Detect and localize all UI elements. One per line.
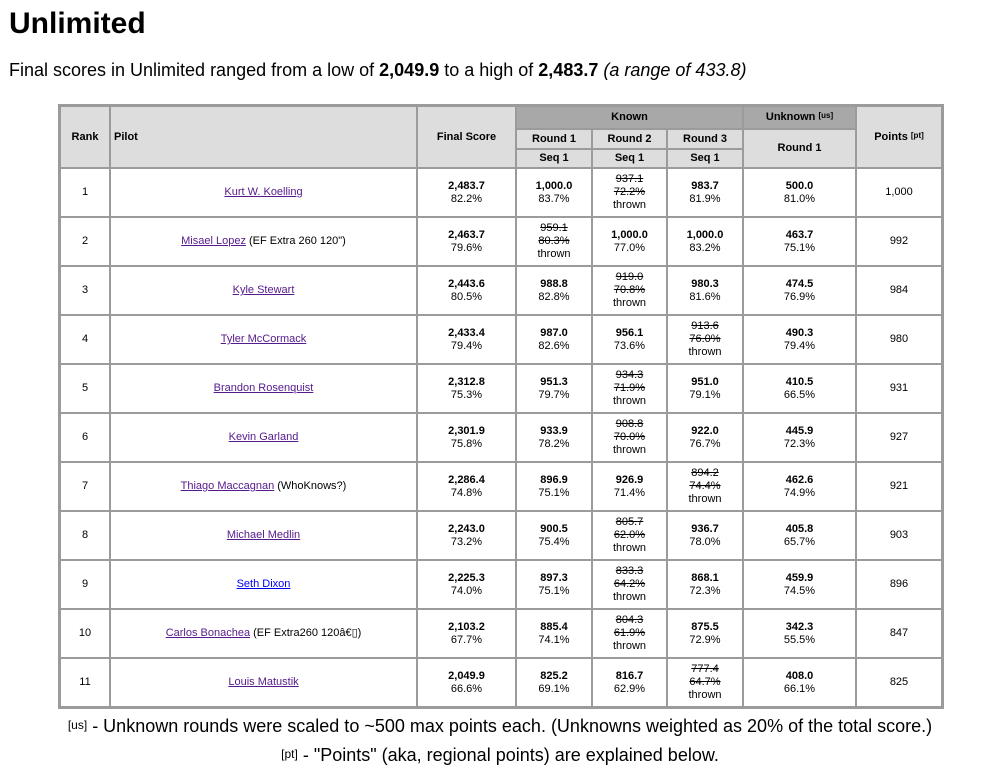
unknown-round-1-cell	[743, 511, 856, 560]
table-row	[60, 609, 942, 658]
header-known: Known	[516, 106, 743, 129]
pilot-cell	[110, 364, 417, 413]
score-range-summary	[9, 59, 746, 81]
final-score-percent: 79.6%	[450, 241, 483, 254]
known-round-2-cell	[592, 658, 667, 707]
round-percent: 82.6%	[538, 339, 570, 352]
round-percent: 75.1%	[538, 584, 570, 597]
round-percent: 77.0%	[613, 241, 646, 254]
round-score: 933.9	[540, 424, 568, 437]
final-score: 2,243.0	[448, 522, 485, 535]
final-score-cell	[417, 266, 516, 315]
round-percent: 78.2%	[538, 437, 570, 450]
known-round-1-cell	[516, 266, 592, 315]
thrown-label: thrown	[688, 689, 722, 701]
pilot-cell	[110, 217, 417, 266]
known-round-3-cell	[667, 560, 743, 609]
round-percent: 83.7%	[538, 192, 570, 205]
known-round-2-cell	[592, 315, 667, 364]
footnote-pt-text: - "Points" (aka, regional points) are explained below.	[297, 745, 719, 765]
round-percent: 75.4%	[538, 535, 570, 548]
final-score-cell	[417, 560, 516, 609]
round-score: 988.8	[540, 277, 568, 290]
known-round-3-cell	[667, 315, 743, 364]
pilot-cell	[110, 168, 417, 217]
score-range: (a range of 433.8)	[603, 60, 747, 80]
known-round-3-cell	[667, 511, 743, 560]
round-percent: 76.0%	[689, 333, 721, 345]
round-percent: 79.1%	[689, 388, 721, 401]
round-percent: 66.5%	[783, 388, 816, 401]
unknown-round-1-cell	[743, 560, 856, 609]
final-score: 2,301.9	[448, 424, 485, 437]
known-round-2-cell	[592, 364, 667, 413]
final-score-percent: 79.4%	[450, 339, 483, 352]
page-title: Unlimited	[9, 7, 146, 40]
round-percent: 76.9%	[783, 290, 816, 303]
round-score: 1,000.0	[686, 228, 724, 241]
known-round-1-cell	[516, 560, 592, 609]
final-score-percent: 75.8%	[450, 437, 483, 450]
known-round-3-cell	[667, 462, 743, 511]
pilot-aircraft-note: (EF Extra260 120â€▯)	[250, 627, 362, 639]
unknown-round-1-cell	[743, 217, 856, 266]
round-score: 983.7	[691, 179, 719, 192]
known-round-3-cell	[667, 266, 743, 315]
round-score: 500.0	[785, 179, 814, 192]
round-percent: 65.7%	[783, 535, 816, 548]
known-round-1-cell	[516, 609, 592, 658]
known-round-1-cell	[516, 658, 592, 707]
known-round-1-cell	[516, 511, 592, 560]
points-cell: 931	[856, 364, 942, 413]
round-score: 408.0	[785, 669, 814, 682]
known-round-1-cell	[516, 364, 592, 413]
known-round-2-cell	[592, 511, 667, 560]
final-score: 2,483.7	[448, 179, 485, 192]
final-score: 2,443.6	[448, 277, 485, 290]
pilot-link[interactable]: Carlos Bonachea	[165, 627, 251, 639]
final-score-cell	[417, 462, 516, 511]
pilot-cell	[110, 658, 417, 707]
pilot-link[interactable]: Seth Dixon	[236, 578, 291, 590]
round-percent: 76.7%	[689, 437, 721, 450]
final-score: 2,312.8	[448, 375, 485, 388]
points-cell: 1,000	[856, 168, 942, 217]
known-round-3-cell	[667, 364, 743, 413]
round-percent: 81.9%	[689, 192, 721, 205]
round-percent: 62.0%	[613, 529, 646, 541]
known-round-3-cell	[667, 609, 743, 658]
round-percent: 75.1%	[538, 486, 570, 499]
table-row	[60, 315, 942, 364]
round-score: 980.3	[691, 277, 719, 290]
table-row	[60, 560, 942, 609]
round-percent: 75.1%	[783, 241, 816, 254]
final-score-cell	[417, 315, 516, 364]
header-seq-1: Seq 1	[516, 149, 592, 168]
round-percent: 78.0%	[689, 535, 721, 548]
unknown-round-1-cell	[743, 266, 856, 315]
rank-cell: 8	[60, 511, 110, 560]
final-score-cell	[417, 364, 516, 413]
round-percent: 80.3%	[538, 235, 570, 247]
known-round-2-cell	[592, 217, 667, 266]
round-score: 937.1	[615, 173, 644, 185]
thrown-label: thrown	[612, 297, 647, 309]
round-score: 987.0	[540, 326, 568, 339]
round-percent: 70.8%	[613, 284, 646, 296]
known-round-3-cell	[667, 413, 743, 462]
pilot-link[interactable]: Brandon Rosenquist	[213, 382, 314, 394]
thrown-label: thrown	[537, 248, 571, 260]
known-round-3-cell	[667, 217, 743, 266]
high-score: 2,483.7	[538, 60, 599, 80]
pilot-cell	[110, 560, 417, 609]
header-points	[856, 106, 942, 168]
header-known-round-1: Round 1	[516, 129, 592, 149]
round-score: 474.5	[785, 277, 814, 290]
final-score-percent: 74.0%	[450, 584, 483, 597]
known-round-1-cell	[516, 168, 592, 217]
round-score: 875.5	[691, 620, 719, 633]
round-score: 959.1	[540, 222, 568, 234]
thrown-label: thrown	[612, 199, 647, 211]
thrown-label: thrown	[612, 542, 647, 554]
table-row	[60, 413, 942, 462]
round-percent: 74.5%	[783, 584, 816, 597]
final-score: 2,103.2	[448, 620, 485, 633]
round-percent: 64.7%	[689, 676, 721, 688]
pilot-link[interactable]: Michael Medlin	[226, 529, 301, 541]
final-score-cell	[417, 609, 516, 658]
header-final-score: Final Score	[417, 106, 516, 168]
footnote-pt-marker: [pt]	[281, 747, 298, 761]
round-percent: 70.0%	[613, 431, 646, 443]
header-rank: Rank	[60, 106, 110, 168]
round-percent: 83.2%	[689, 241, 721, 254]
known-round-1-cell	[516, 315, 592, 364]
round-percent: 66.1%	[783, 682, 816, 695]
rank-cell: 1	[60, 168, 110, 217]
header-unknown	[743, 106, 856, 129]
header-unknown-round-1: Round 1	[743, 129, 856, 168]
round-score: 805.7	[615, 516, 644, 528]
round-score: 825.2	[540, 669, 568, 682]
round-score: 926.9	[615, 473, 644, 486]
known-round-2-cell	[592, 266, 667, 315]
round-score: 462.6	[785, 473, 814, 486]
round-percent: 72.3%	[689, 584, 721, 597]
round-score: 459.9	[785, 571, 814, 584]
round-score: 885.4	[540, 620, 568, 633]
footnotes	[0, 712, 1000, 770]
header-known-round-3: Round 3	[667, 129, 743, 149]
round-score: 342.3	[785, 620, 814, 633]
round-score: 463.7	[785, 228, 814, 241]
rank-cell: 2	[60, 217, 110, 266]
round-score: 913.6	[691, 320, 719, 332]
final-score-cell	[417, 658, 516, 707]
pilot-link[interactable]: Kurt W. Koelling	[224, 186, 303, 198]
rank-cell: 7	[60, 462, 110, 511]
known-round-1-cell	[516, 413, 592, 462]
round-score: 896.9	[540, 473, 568, 486]
points-cell: 992	[856, 217, 942, 266]
rank-cell: 9	[60, 560, 110, 609]
points-cell: 896	[856, 560, 942, 609]
pilot-cell	[110, 266, 417, 315]
pilot-link[interactable]: Tyler McCormack	[220, 333, 307, 345]
final-score-cell	[417, 511, 516, 560]
known-round-2-cell	[592, 609, 667, 658]
table-row	[60, 658, 942, 707]
round-score: 1,000.0	[611, 228, 648, 241]
round-score: 777.4	[691, 663, 719, 675]
low-score: 2,049.9	[379, 60, 440, 80]
round-score: 919.0	[615, 271, 644, 283]
header-points-label: Points	[874, 130, 908, 143]
table-row	[60, 364, 942, 413]
header-seq-1: Seq 1	[667, 149, 743, 168]
results-table	[58, 104, 944, 709]
table-row	[60, 217, 942, 266]
round-score: 956.1	[615, 326, 644, 339]
header-pilot: Pilot	[110, 106, 417, 168]
rank-cell: 4	[60, 315, 110, 364]
pilot-cell	[110, 511, 417, 560]
round-score: 908.8	[615, 418, 644, 430]
unknown-round-1-cell	[743, 364, 856, 413]
pilot-cell	[110, 413, 417, 462]
points-cell: 847	[856, 609, 942, 658]
round-score: 1,000.0	[535, 179, 573, 192]
known-round-1-cell	[516, 217, 592, 266]
round-percent: 81.6%	[689, 290, 721, 303]
final-score-percent: 82.2%	[450, 192, 483, 205]
table-row	[60, 168, 942, 217]
summary-prefix: Final scores in Unlimited ranged from a low of	[9, 60, 380, 80]
points-cell: 921	[856, 462, 942, 511]
thrown-label: thrown	[612, 591, 647, 603]
final-score-cell	[417, 413, 516, 462]
table-row	[60, 462, 942, 511]
final-score: 2,433.4	[448, 326, 485, 339]
header-seq-1: Seq 1	[592, 149, 667, 168]
pilot-aircraft-note: (WhoKnows?)	[274, 480, 347, 492]
known-round-2-cell	[592, 462, 667, 511]
rank-cell: 10	[60, 609, 110, 658]
pilot-cell	[110, 462, 417, 511]
known-round-2-cell	[592, 168, 667, 217]
round-percent: 79.7%	[538, 388, 570, 401]
final-score-percent: 66.6%	[450, 682, 483, 695]
round-score: 816.7	[615, 669, 644, 682]
pilot-cell	[110, 315, 417, 364]
rank-cell: 11	[60, 658, 110, 707]
round-score: 951.0	[691, 375, 719, 388]
round-percent: 69.1%	[538, 682, 570, 695]
footnote-pt	[0, 741, 1000, 770]
round-score: 897.3	[540, 571, 568, 584]
final-score-cell	[417, 168, 516, 217]
known-round-2-cell	[592, 560, 667, 609]
thrown-label: thrown	[612, 444, 647, 456]
table-row	[60, 266, 942, 315]
final-score-percent: 80.5%	[450, 290, 483, 303]
round-percent: 73.6%	[613, 339, 646, 352]
round-percent: 74.1%	[538, 633, 570, 646]
round-percent: 71.4%	[613, 486, 646, 499]
rank-cell: 3	[60, 266, 110, 315]
pilot-aircraft-note: (EF Extra 260 120")	[245, 235, 346, 247]
footnote-ref-pt[interactable]: [pt]	[910, 130, 924, 140]
rank-cell: 5	[60, 364, 110, 413]
thrown-label: thrown	[612, 395, 647, 407]
round-score: 804.3	[615, 614, 644, 626]
unknown-round-1-cell	[743, 168, 856, 217]
round-percent: 82.8%	[538, 290, 570, 303]
summary-middle: to a high of	[439, 60, 539, 80]
round-score: 900.5	[540, 522, 568, 535]
unknown-round-1-cell	[743, 413, 856, 462]
unknown-round-1-cell	[743, 609, 856, 658]
round-percent: 64.2%	[613, 578, 646, 590]
points-cell: 984	[856, 266, 942, 315]
round-score: 490.3	[785, 326, 814, 339]
known-round-3-cell	[667, 168, 743, 217]
footnote-ref-us[interactable]: [us]	[818, 111, 834, 120]
table-row	[60, 511, 942, 560]
pilot-cell	[110, 609, 417, 658]
round-percent: 72.3%	[783, 437, 816, 450]
round-score: 894.2	[691, 467, 719, 479]
points-cell: 980	[856, 315, 942, 364]
rank-cell: 6	[60, 413, 110, 462]
final-score: 2,049.9	[448, 669, 485, 682]
points-cell: 927	[856, 413, 942, 462]
round-percent: 81.0%	[783, 192, 816, 205]
thrown-label: thrown	[612, 640, 647, 652]
known-round-2-cell	[592, 413, 667, 462]
round-percent: 79.4%	[783, 339, 816, 352]
footnote-us-marker: [us]	[67, 718, 88, 732]
unknown-round-1-cell	[743, 315, 856, 364]
round-score: 951.3	[540, 375, 568, 388]
round-score: 410.5	[785, 375, 814, 388]
round-percent: 74.9%	[783, 486, 816, 499]
round-percent: 72.2%	[613, 186, 646, 198]
round-percent: 55.5%	[783, 633, 816, 646]
final-score-cell	[417, 217, 516, 266]
header-unknown-label: Unknown	[765, 111, 816, 123]
thrown-label: thrown	[688, 493, 722, 505]
thrown-label: thrown	[688, 346, 722, 358]
round-score: 922.0	[691, 424, 719, 437]
footnote-us-text: - Unknown rounds were scaled to ~500 max points each. (Unknowns weighted as 20% of the total score.)	[87, 716, 933, 736]
header-known-round-2: Round 2	[592, 129, 667, 149]
final-score: 2,286.4	[448, 473, 485, 486]
pilot-link[interactable]: Thiago Maccagnan	[180, 480, 275, 492]
round-percent: 72.9%	[689, 633, 721, 646]
footnote-us	[0, 712, 1000, 741]
round-percent: 62.9%	[613, 682, 646, 695]
final-score-percent: 75.3%	[450, 388, 483, 401]
pilot-link[interactable]: Louis Matustik	[228, 676, 299, 688]
round-score: 868.1	[691, 571, 719, 584]
pilot-link[interactable]: Kevin Garland	[228, 431, 299, 443]
final-score-percent: 74.8%	[450, 486, 483, 499]
final-score: 2,225.3	[448, 571, 485, 584]
round-score: 936.7	[691, 522, 719, 535]
unknown-round-1-cell	[743, 462, 856, 511]
final-score-percent: 73.2%	[450, 535, 483, 548]
table-body	[60, 168, 942, 707]
round-percent: 61.9%	[613, 627, 646, 639]
round-score: 833.3	[615, 565, 644, 577]
pilot-link[interactable]: Kyle Stewart	[232, 284, 295, 296]
final-score-percent: 67.7%	[450, 633, 483, 646]
unknown-round-1-cell	[743, 658, 856, 707]
round-percent: 74.4%	[689, 480, 721, 492]
points-cell: 903	[856, 511, 942, 560]
round-score: 445.9	[785, 424, 814, 437]
table-header	[60, 106, 942, 168]
known-round-3-cell	[667, 658, 743, 707]
final-score: 2,463.7	[448, 228, 485, 241]
round-percent: 71.9%	[613, 382, 646, 394]
known-round-1-cell	[516, 462, 592, 511]
round-score: 405.8	[785, 522, 814, 535]
round-score: 934.3	[615, 369, 644, 381]
pilot-link[interactable]: Misael Lopez	[181, 235, 246, 247]
points-cell: 825	[856, 658, 942, 707]
